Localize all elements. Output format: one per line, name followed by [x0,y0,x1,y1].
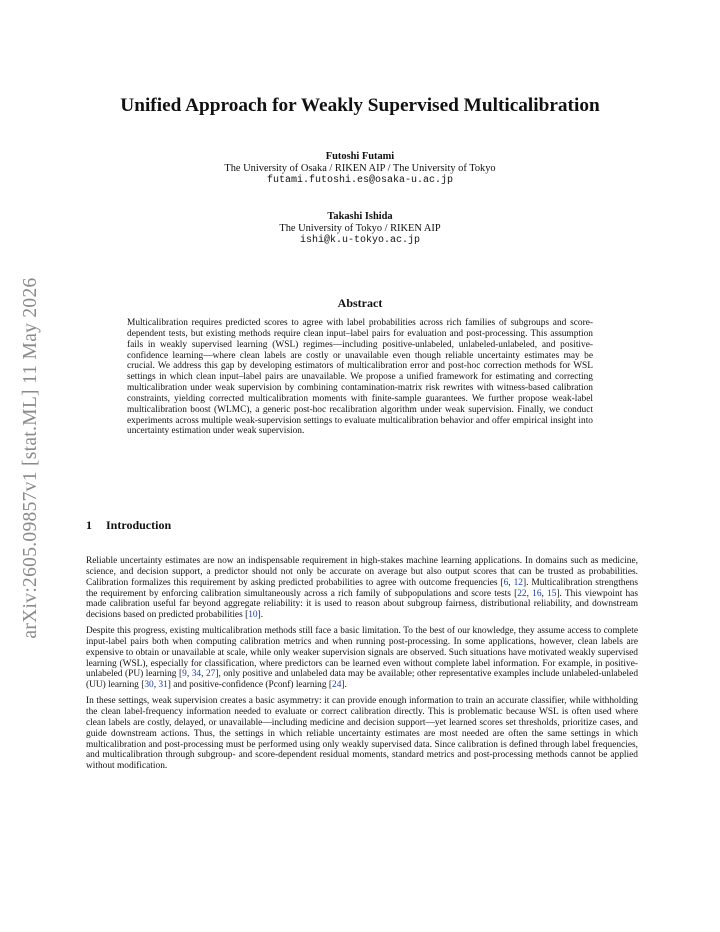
citation-link[interactable]: 9 [182,669,187,680]
text-run: ] and positive-confidence (Pconf) learning [ [167,680,333,691]
citation-link[interactable]: 34 [191,669,202,680]
text-run: Reliable uncertainty estimates are now an indispensable requirement in high-stakes machine learning applications. In domains such as medicine, science, and decision support, a predictor should not only be accurate on average but also output scores that can be trusted as probabilities. Calibration formalizes this requirement by asking predicted probabilities to agree with outcome frequencies [ [86,556,638,588]
abstract-text: Multicalibration requires predicted scores to agree with label probabilities across rich families of subgroups and score-dependent tests, but existing methods require clean input–label pairs for evaluation and post-processing. This assumption fails in weakly supervised learning (WSL) regimes—including positive-unlabeled, unlabeled-unlabeled, and positive-confidence learning—where clean labels are costly or unavailable even though reliable uncertainty estimates may be crucial. We address this gap by developing estimators of multicalibration error and post-hoc correction methods for WSL settings in which clean input–label pairs are unavailable. We propose a unified framework for estimating and correcting multicalibration under weak supervision by combining contamination-matrix risk rewrites with witness-based calibration constraints, yielding corrected multicalibration moments with finite-sample guarantees. We further propose weak-label multicalibration boost (WLMC), a generic post-hoc recalibration algorithm under weak supervision. Finally, we conduct experiments across multiple weak-supervision settings to evaluate multicalibration behavior and offer empirical insight into uncertainty estimation under weak supervision. [127,318,593,437]
text-run: ]. Multicalibration strengthens the requirement by enforcing calibration simultaneously across a rich family of subpopulations and score tests [ [86,577,638,599]
text-run: , [508,577,514,588]
text-run: ]. This viewpoint has made calibration useful far beyond aggregate reliability: it is used to reason about subgroup fairness, distributional reliability, and downstream decisions based on predicted probabilities [ [86,588,638,621]
paragraph-1 [86,556,638,621]
citation-link[interactable]: 6 [503,577,509,588]
text-run: ]. [257,610,264,621]
author-affiliation: The University of Tokyo / RIKEN AIP [279,223,441,234]
citation-link[interactable]: 30 [144,680,154,691]
text-run: Despite this progress, existing multicalibration methods still face a basic limitation. To the best of our knowledge, they assume access to complete input-label pairs both when computing calibration metrics and when running post-processing. In some applications, however, clean labels are expensive to obtain or unavailable at scale, while only weaker supervision signals are observed. Such situations have motivated weakly supervised learning (WSL), especially for classification, where predictors can be learned even without complete label information. For example, in positive-unlabeled (PU) learning [ [86,626,638,680]
arxiv-identifier-stamp: arXiv:2605.09857v1 [stat.ML] 11 May 2026 [20,277,41,639]
abstract-heading: Abstract [337,296,383,310]
citation-link[interactable]: 10 [248,610,258,621]
text-run: , [186,669,192,680]
introduction-body [86,556,638,777]
text-run: , [153,680,159,691]
section-heading [86,518,171,533]
citation-link[interactable]: 16 [532,588,542,599]
author-block-2 [0,211,720,247]
paper-title: Unified Approach for Weakly Supervised Multicalibration [120,95,600,116]
paragraph-2 [86,626,638,691]
citation-link[interactable]: 27 [205,669,216,680]
author-name: Takashi Ishida [327,211,393,222]
citation-link[interactable]: 15 [547,588,557,599]
author-email[interactable]: futami.futoshi.es@osaka-u.ac.jp [266,175,454,186]
author-email[interactable]: ishi@k.u-tokyo.ac.jp [299,235,421,246]
text-run: ]. [341,680,347,691]
citation-link[interactable]: 31 [158,680,168,691]
citation-link[interactable]: 24 [332,680,342,691]
author-affiliation: The University of Osaka / RIKEN AIP / The University of Tokyo [224,163,496,174]
section-number: 1 [86,518,92,532]
text-run: ], only positive and unlabeled data may be available; other representative examples include unlabeled-unlabeled (UU) learning [ [86,669,639,691]
citation-link[interactable]: 12 [513,577,523,588]
text-run: , [541,588,548,599]
section-title: Introduction [106,518,172,532]
text-run: , [526,588,533,599]
text-run: , [201,669,206,680]
citation-link[interactable]: 22 [517,588,527,599]
paragraph-3: In these settings, weak supervision creates a basic asymmetry: it can provide enough information to train an accurate classifier, while withholding the clean label-frequency information needed to evaluate or correct calibration directly. This is problematic because WSL is often used where clean labels are costly, delayed, or unavailable—including medicine and decision support—yet learned scores set thresholds, prioritize cases, and guide downstream actions. Thus, the settings in which reliable uncertainty estimates are most needed are often the same settings in which multicalibration and post-processing must be performed using only weakly supervised data. Since calibration is defined through label frequencies, and multicalibration through subgroup- and score-dependent residual moments, standard metrics and post-processing methods cannot be applied without modification. [86,696,638,772]
author-block-1 [0,151,720,187]
author-name: Futoshi Futami [325,151,395,162]
